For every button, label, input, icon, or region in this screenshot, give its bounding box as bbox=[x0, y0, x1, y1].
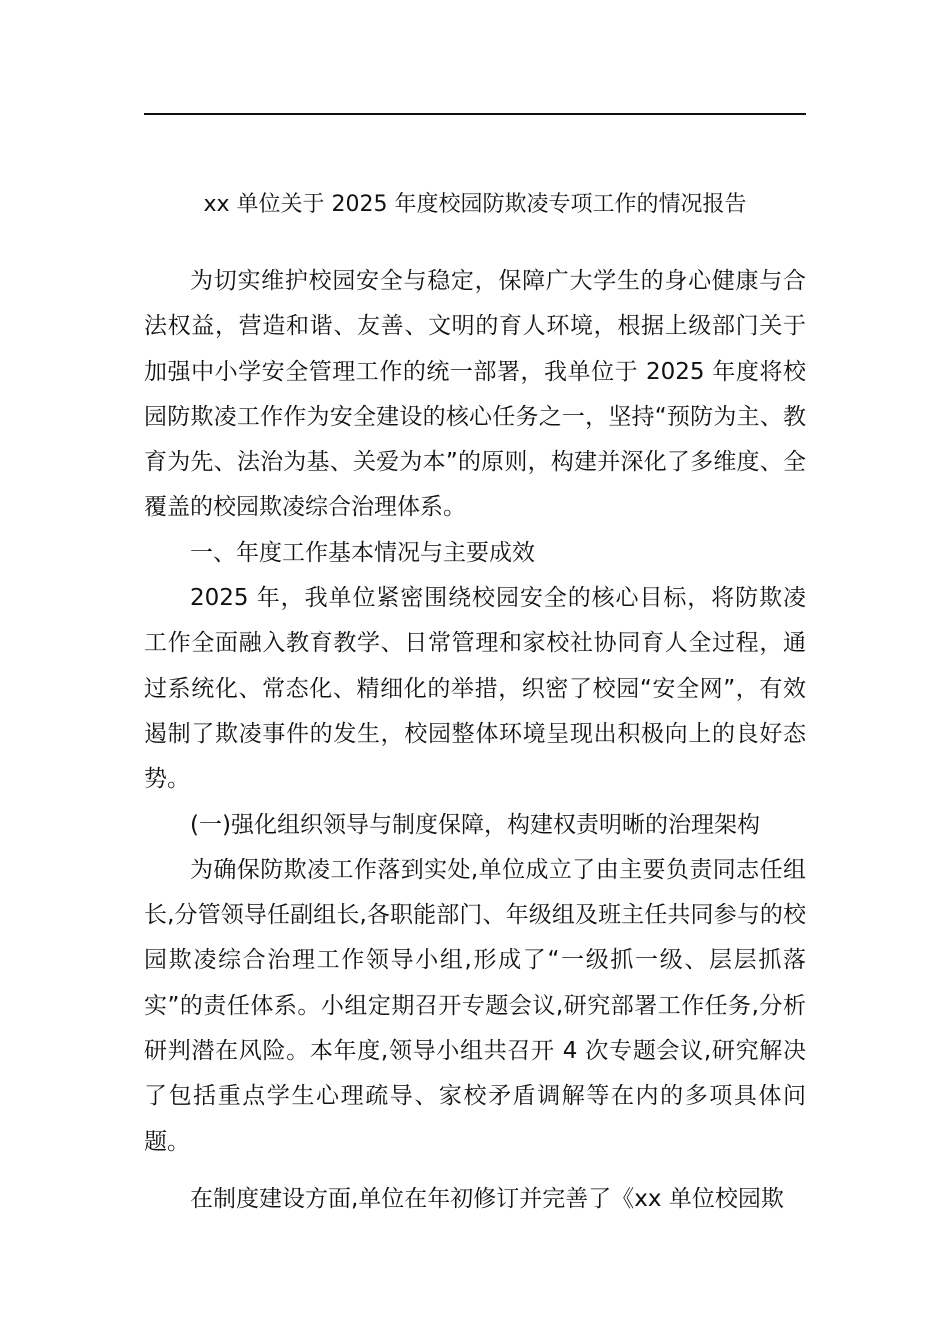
subsection-1-paragraph: 为确保防欺凌工作落到实处,单位成立了由主要负责同志任组长,分管领导任副组长,各职能部门、年级组及班主任共同参与的校园欺凌综合治理工作领导小组,形成了“一级抓一级、层层抓落实”的责任体系。小组定期召开专题会议,研究部署工作任务,分析研判潜在风险。本年度,领导小组共召开 4 次专题会议,研究解决了包括重点学生心理疏导、家校矛盾调解等在内的多项具体问题。 bbox=[144, 856, 806, 1155]
document-title: xx 单位关于 2025 年度校园防欺凌专项工作的情况报告 bbox=[203, 192, 747, 217]
document-body bbox=[144, 259, 806, 1222]
subsection-1-paragraph-2: 在制度建设方面,单位在年初修订并完善了《xx 单位校园欺 bbox=[190, 1185, 784, 1212]
section-1-paragraph: 2025 年，我单位紧密围绕校园安全的核心目标，将防欺凌工作全面融入教育教学、日常管理和家校社协同育人全过程，通过系统化、常态化、精细化的举措，织密了校园“安全网”，有效遏制了欺凌事件的发生，校园整体环境呈现出积极向上的良好态势。 bbox=[144, 585, 806, 793]
section-1-heading: 一、年度工作基本情况与主要成效 bbox=[190, 539, 535, 566]
intro-paragraph: 为切实维护校园安全与稳定，保障广大学生的身心健康与合法权益，营造和谐、友善、文明的育人环境，根据上级部门关于加强中小学安全管理工作的统一部署，我单位于 2025 年度将校园防欺凌工作作为安全建设的核心任务之一，坚持“预防为主、教育为先、法治为基、关爱为本”的原则，构建并深化了多维度、全覆盖的校园欺凌综合治理体系。 bbox=[144, 268, 806, 521]
header-rule bbox=[144, 113, 806, 115]
subsection-1-heading: (一)强化组织领导与制度保障，构建权责明晰的治理架构 bbox=[190, 811, 760, 838]
